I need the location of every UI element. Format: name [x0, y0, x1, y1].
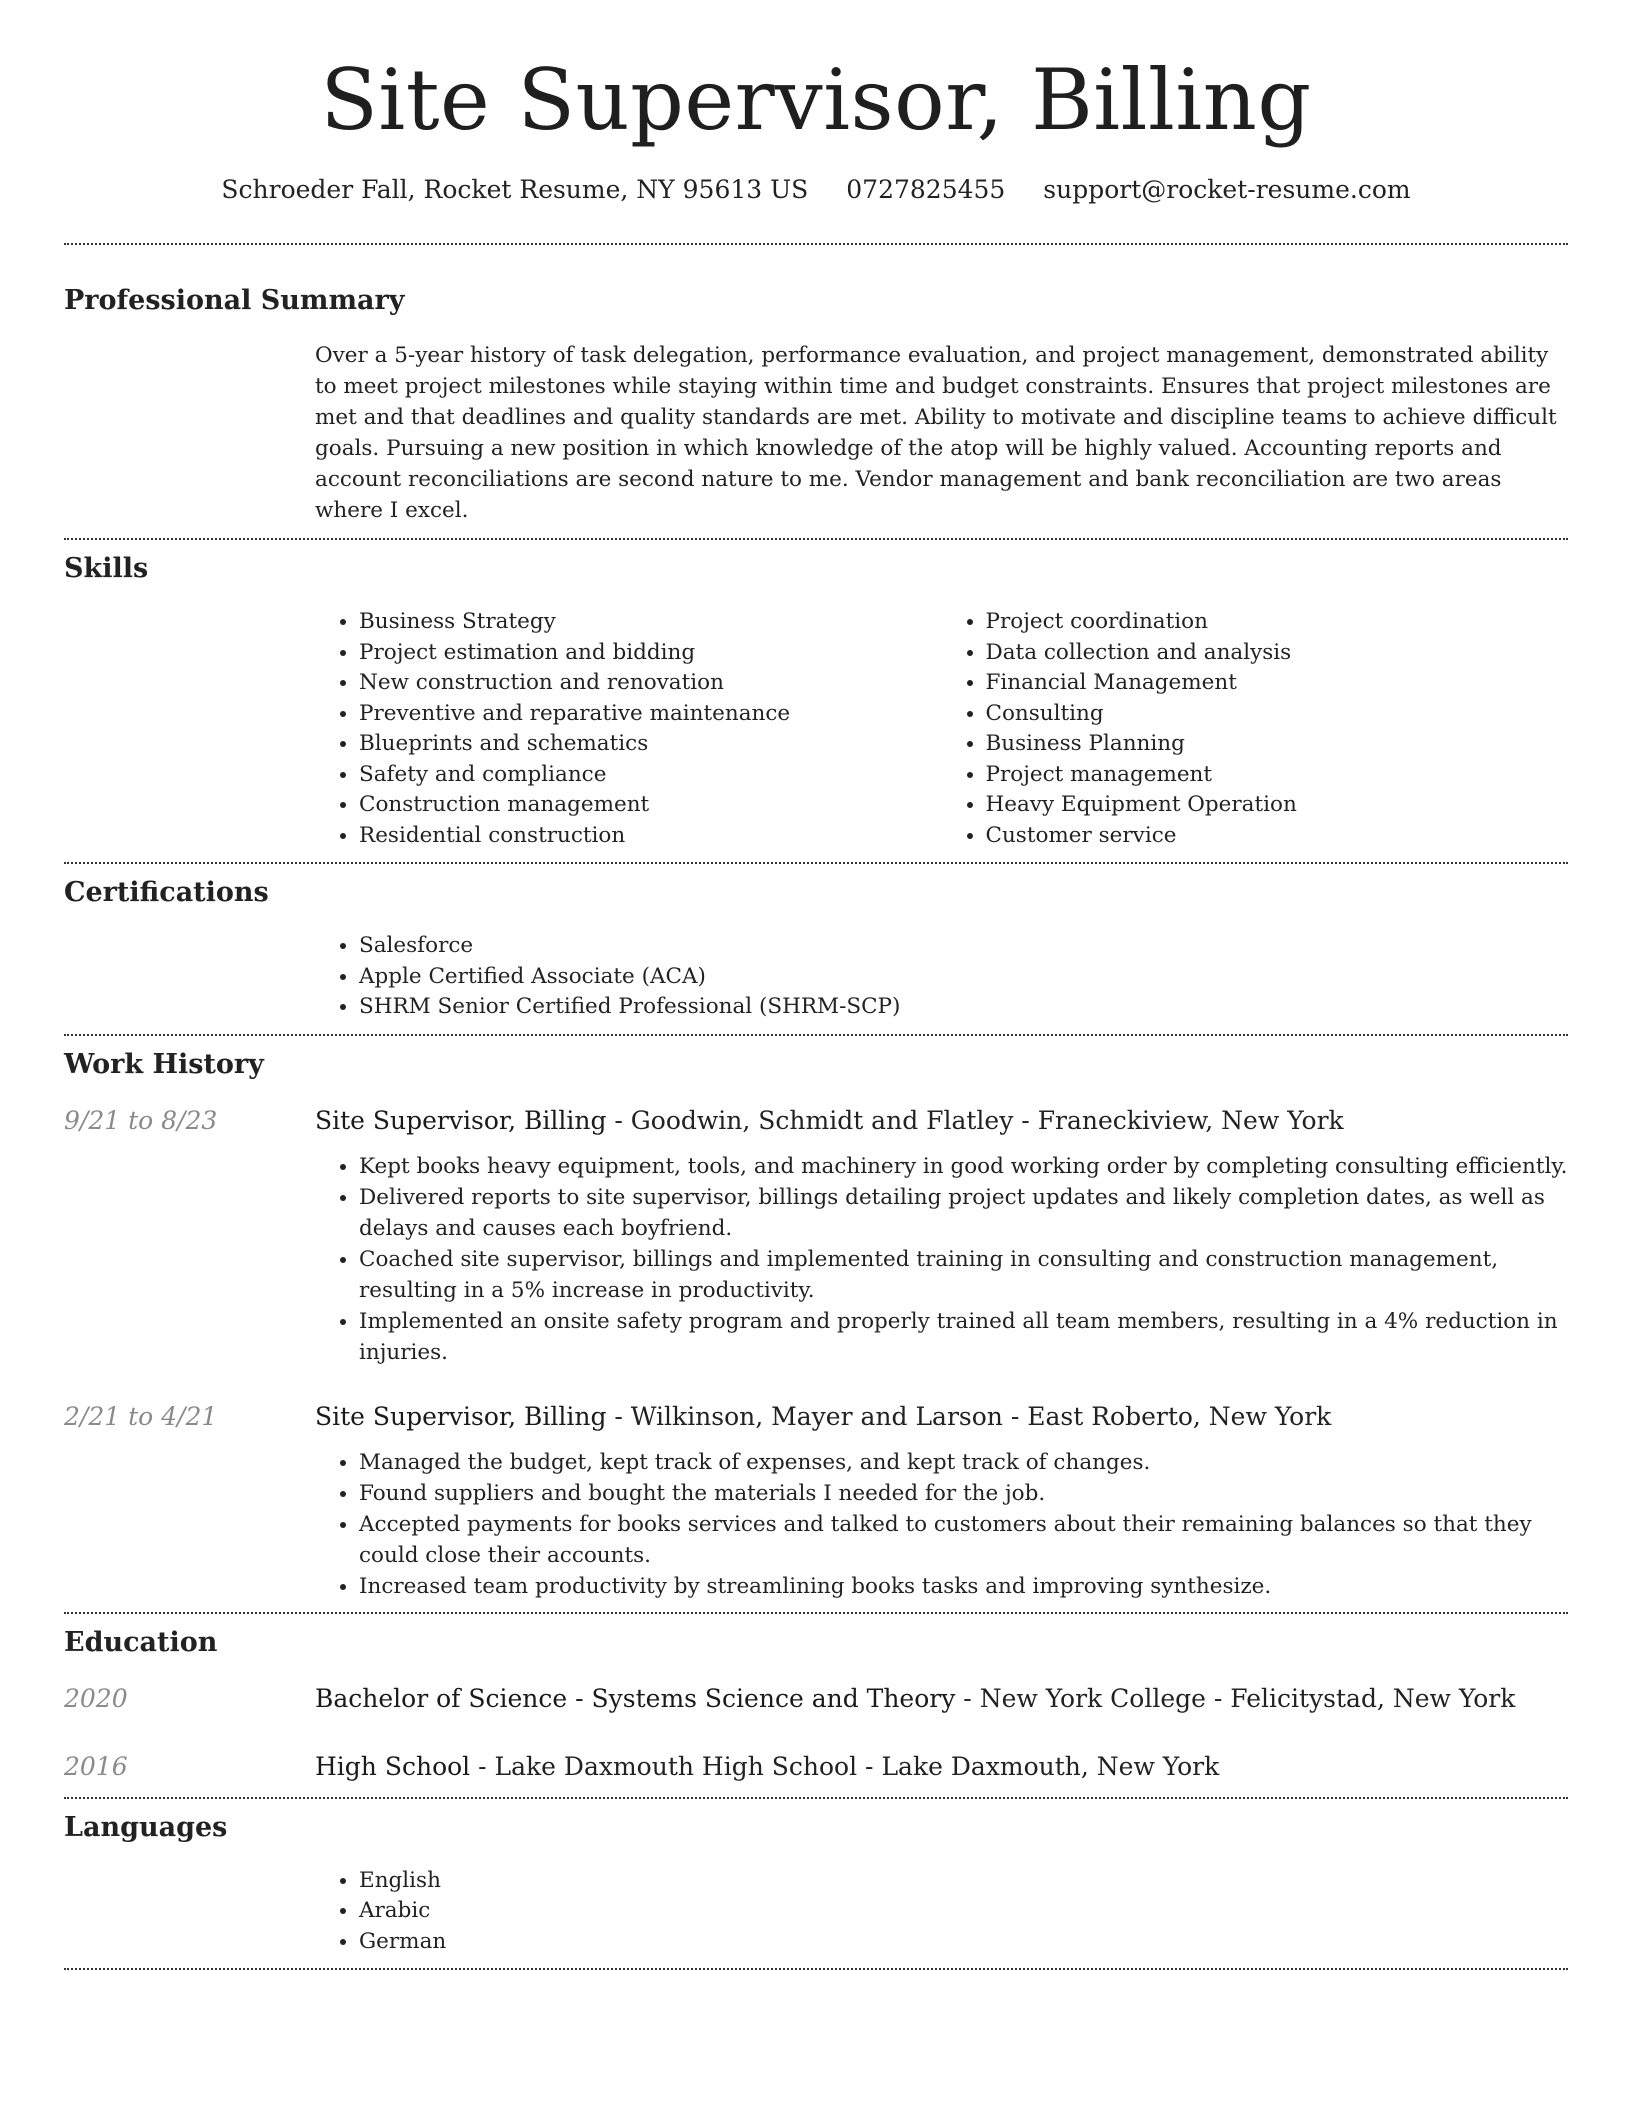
skill-item: • Blueprints and schematics	[359, 729, 942, 760]
contact-line	[0, 174, 1632, 206]
skill-item: • Business Strategy	[359, 607, 942, 638]
skill-item: • Preventive and reparative maintenance	[359, 699, 942, 730]
skills-list-right	[942, 607, 1569, 851]
job-entry	[64, 1400, 1568, 1434]
job-bullet: • Delivered reports to site supervisor, billings detailing project updates and likely completion dates, as well as delays and causes each boyfriend.	[359, 1182, 1568, 1244]
skill-item: • Safety and compliance	[359, 760, 942, 791]
certification-item: • Apple Certified Associate (ACA)	[359, 962, 1568, 993]
language-item: • English	[359, 1866, 1568, 1897]
job-bullet: • Managed the budget, kept track of expenses, and kept track of changes.	[359, 1447, 1568, 1478]
education-degree: High School	[315, 1751, 471, 1781]
section-title-certifications: Certifications	[64, 877, 269, 908]
job-bullet: • Accepted payments for books services and talked to customers about their remaining balances so that they could close their accounts.	[359, 1509, 1568, 1571]
job-bullet: • Found suppliers and bought the materials I needed for the job.	[359, 1478, 1568, 1509]
job-bullet: • Coached site supervisor, billings and implemented training in consulting and construction management, resulting in a 5% increase in productivity.	[359, 1244, 1568, 1306]
certification-item: • Salesforce	[359, 931, 1568, 962]
language-item: • German	[359, 1927, 1568, 1958]
education-year: 2020	[64, 1683, 128, 1713]
education-entry	[64, 1750, 1568, 1784]
languages-content	[315, 1866, 1568, 1958]
candidate-name: Site Supervisor, Billing	[320, 51, 1312, 149]
job-bullet: • Kept books heavy equipment, tools, and machinery in good working order by completing consulting efficiently.	[359, 1151, 1568, 1182]
certification-item: • SHRM Senior Certified Professional (SHRM-SCP)	[359, 992, 1568, 1023]
job-bullets	[315, 1151, 1568, 1368]
job-bullet: • Increased team productivity by streamlining books tasks and improving synthesize.	[359, 1571, 1568, 1602]
education-school: - Lake Daxmouth High School - Lake Daxmouth, New York	[470, 1751, 1220, 1781]
contact-phone: 0727825455	[846, 175, 1006, 204]
contact-address: Schroeder Fall, Rocket Resume, NY 95613 US	[221, 175, 809, 204]
skill-item: • Business Planning	[986, 729, 1569, 760]
divider	[64, 1968, 1568, 1970]
education-line	[315, 1682, 1568, 1716]
skill-item: • Project management	[986, 760, 1569, 791]
certifications-section	[0, 864, 1632, 1023]
job-bullets	[315, 1447, 1568, 1602]
skills-list-left	[315, 607, 942, 851]
skill-item: • New construction and renovation	[359, 668, 942, 699]
skill-item: • Project estimation and bidding	[359, 638, 942, 669]
job-role: Site Supervisor, Billing	[315, 1401, 607, 1431]
skills-columns	[315, 607, 1568, 851]
job-employer: - Goodwin, Schmidt and Flatley - Franeckiview, New York	[606, 1105, 1344, 1135]
skill-item: • Project coordination	[986, 607, 1569, 638]
section-title-education: Education	[64, 1626, 218, 1658]
job-entry	[64, 1104, 1568, 1138]
job-dates: 9/21 to 8/23	[64, 1105, 218, 1135]
education-section	[0, 1614, 1632, 1784]
section-title-skills: Skills	[64, 553, 149, 584]
skill-item: • Data collection and analysis	[986, 638, 1569, 669]
work-history-section	[0, 1036, 1632, 1602]
skills-section	[0, 540, 1632, 851]
education-year: 2016	[64, 1751, 128, 1781]
job-employer: - Wilkinson, Mayer and Larson - East Roberto, New York	[606, 1401, 1332, 1431]
skill-item: • Residential construction	[359, 821, 942, 852]
certifications-content	[315, 931, 1568, 1023]
skill-item: • Consulting	[986, 699, 1569, 730]
skill-item: • Heavy Equipment Operation	[986, 790, 1569, 821]
contact-email: support@rocket-resume.com	[1043, 175, 1411, 204]
summary-text: Over a 5-year history of task delegation, performance evaluation, and project management, demonstrated ability to meet project milestones while staying within time and budget constraints. Ensures that project milestones are met and that deadlines and quality standards are met. Ability to motivate and discipline teams to achieve difficult goals. Pursuing a new position in which knowledge of the atop will be highly valued. Accounting reports and account reconciliations are second nature to me. Vendor management and bank reconciliation are two areas where I excel.	[315, 343, 1557, 523]
section-title-summary: Professional Summary	[64, 285, 405, 316]
education-line	[315, 1750, 1568, 1784]
skill-item: • Construction management	[359, 790, 942, 821]
job-role: Site Supervisor, Billing	[315, 1105, 607, 1135]
languages-list	[315, 1866, 1568, 1958]
job-title-line	[315, 1400, 1568, 1434]
summary-section	[0, 245, 1632, 526]
education-degree: Bachelor of Science - Systems Science and Theory	[315, 1683, 956, 1713]
languages-section	[0, 1799, 1632, 1958]
job-dates: 2/21 to 4/21	[64, 1401, 218, 1431]
language-item: • Arabic	[359, 1896, 1568, 1927]
job-title-line	[315, 1104, 1568, 1138]
certifications-list	[315, 931, 1568, 1023]
job-bullet: • Implemented an onsite safety program and properly trained all team members, resulting in a 4% reduction in injuries.	[359, 1306, 1568, 1368]
skill-item: • Customer service	[986, 821, 1569, 852]
skill-item: • Financial Management	[986, 668, 1569, 699]
education-school: - New York College - Felicitystad, New York	[955, 1683, 1516, 1713]
section-title-work-history: Work History	[64, 1048, 264, 1080]
section-title-languages: Languages	[64, 1811, 228, 1843]
education-entry	[64, 1682, 1568, 1716]
